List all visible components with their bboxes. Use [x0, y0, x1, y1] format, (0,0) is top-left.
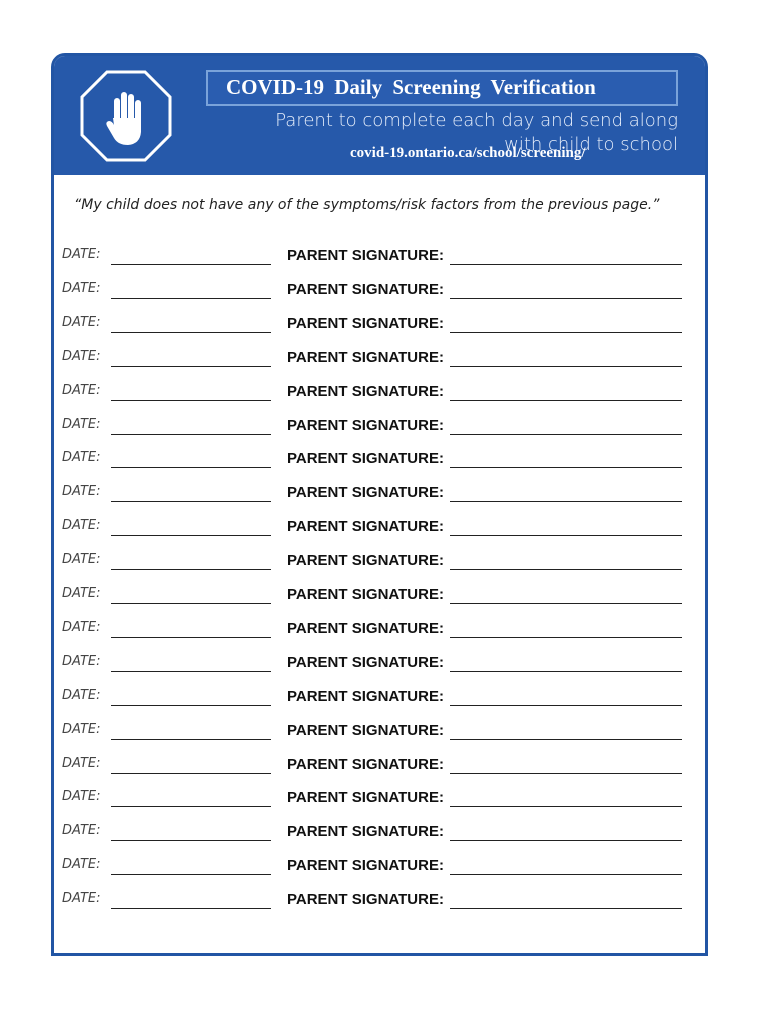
- signature-label: PARENT SIGNATURE:: [287, 823, 444, 841]
- signature-label: PARENT SIGNATURE:: [287, 450, 444, 468]
- signature-label: PARENT SIGNATURE:: [287, 653, 444, 671]
- form-row: [54, 449, 705, 483]
- date-field[interactable]: [111, 298, 271, 299]
- form-row: [54, 551, 705, 585]
- signature-field[interactable]: [450, 501, 682, 502]
- date-field[interactable]: [111, 739, 271, 740]
- signature-label: PARENT SIGNATURE:: [287, 619, 444, 637]
- form-row: [54, 483, 705, 517]
- date-label: DATE:: [62, 552, 101, 568]
- signature-label: PARENT SIGNATURE:: [287, 857, 444, 875]
- date-label: DATE:: [62, 653, 101, 669]
- date-label: DATE:: [62, 721, 101, 737]
- signature-label: PARENT SIGNATURE:: [287, 586, 444, 603]
- signature-field[interactable]: [450, 874, 682, 875]
- form-row: [54, 721, 705, 755]
- date-label: DATE:: [62, 484, 101, 500]
- signature-label: PARENT SIGNATURE:: [287, 789, 444, 807]
- signature-label: PARENT SIGNATURE:: [287, 484, 444, 502]
- date-label: DATE:: [62, 891, 101, 907]
- signature-field[interactable]: [450, 705, 682, 706]
- form-row: [54, 856, 705, 890]
- signature-field[interactable]: [450, 535, 682, 536]
- date-field[interactable]: [111, 332, 271, 333]
- signature-label: PARENT SIGNATURE:: [287, 382, 444, 400]
- signature-label: PARENT SIGNATURE:: [287, 755, 444, 773]
- date-field[interactable]: [111, 637, 271, 638]
- date-field[interactable]: [111, 569, 271, 570]
- date-field[interactable]: [111, 806, 271, 807]
- signature-label: PARENT SIGNATURE:: [287, 247, 444, 264]
- date-field[interactable]: [111, 908, 271, 909]
- form-row: [54, 314, 705, 348]
- form-row: [54, 348, 705, 382]
- date-label: DATE:: [62, 586, 101, 601]
- signature-field[interactable]: [450, 671, 682, 672]
- date-label: DATE:: [62, 348, 101, 364]
- signature-field[interactable]: [450, 332, 682, 333]
- date-field[interactable]: [111, 671, 271, 672]
- signature-label: PARENT SIGNATURE:: [287, 552, 444, 570]
- form-row: [54, 822, 705, 856]
- signature-field[interactable]: [450, 569, 682, 570]
- signature-label: PARENT SIGNATURE:: [287, 721, 444, 739]
- form-row: [54, 585, 705, 619]
- signature-field[interactable]: [450, 298, 682, 299]
- date-field[interactable]: [111, 535, 271, 536]
- screening-url[interactable]: covid-19.ontario.ca/school/screening/: [350, 145, 586, 161]
- date-label: DATE:: [62, 416, 101, 432]
- signature-label: PARENT SIGNATURE:: [287, 518, 444, 536]
- signature-field[interactable]: [450, 264, 682, 265]
- signature-label: PARENT SIGNATURE:: [287, 687, 444, 705]
- date-field[interactable]: [111, 603, 271, 604]
- date-label: DATE:: [62, 687, 101, 703]
- date-label: DATE:: [62, 755, 101, 771]
- form-row: [54, 788, 705, 822]
- signature-field[interactable]: [450, 840, 682, 841]
- date-label: DATE:: [62, 857, 101, 873]
- form-row: [54, 517, 705, 551]
- date-field[interactable]: [111, 773, 271, 774]
- screening-form-card: [51, 53, 708, 956]
- signature-field[interactable]: [450, 366, 682, 367]
- stop-hand-icon: [80, 70, 172, 162]
- date-field[interactable]: [111, 840, 271, 841]
- signature-field[interactable]: [450, 637, 682, 638]
- signature-label: PARENT SIGNATURE:: [287, 314, 444, 332]
- signature-label: PARENT SIGNATURE:: [287, 891, 444, 909]
- signature-field[interactable]: [450, 908, 682, 909]
- form-row: [54, 619, 705, 653]
- signature-label: PARENT SIGNATURE:: [287, 416, 444, 434]
- date-label: DATE:: [62, 280, 101, 296]
- signature-field[interactable]: [450, 603, 682, 604]
- date-label: DATE:: [62, 450, 101, 466]
- date-field[interactable]: [111, 501, 271, 502]
- signature-field[interactable]: [450, 467, 682, 468]
- signature-field[interactable]: [450, 739, 682, 740]
- signature-field[interactable]: [450, 434, 682, 435]
- form-row: [54, 653, 705, 687]
- date-label: DATE:: [62, 247, 101, 262]
- signature-field[interactable]: [450, 400, 682, 401]
- form-row: [54, 416, 705, 450]
- date-label: DATE:: [62, 382, 101, 398]
- date-field[interactable]: [111, 874, 271, 875]
- title-box: [206, 70, 678, 106]
- header-banner: [54, 56, 705, 175]
- form-row: [54, 382, 705, 416]
- date-field[interactable]: [111, 467, 271, 468]
- date-field[interactable]: [111, 366, 271, 367]
- date-field[interactable]: [111, 705, 271, 706]
- form-row: [54, 280, 705, 314]
- date-label: DATE:: [62, 789, 101, 805]
- date-field[interactable]: [111, 434, 271, 435]
- date-label: DATE:: [62, 619, 101, 635]
- signature-label: PARENT SIGNATURE:: [287, 280, 444, 298]
- signature-field[interactable]: [450, 773, 682, 774]
- signature-label: PARENT SIGNATURE:: [287, 348, 444, 366]
- page-title: COVID-19 Daily Screening Verification: [226, 75, 596, 99]
- date-label: DATE:: [62, 518, 101, 534]
- form-row: [54, 890, 705, 924]
- signature-field[interactable]: [450, 806, 682, 807]
- date-label: DATE:: [62, 823, 101, 839]
- date-field[interactable]: [111, 264, 271, 265]
- date-label: DATE:: [62, 314, 101, 330]
- form-row: [54, 687, 705, 721]
- form-row: [54, 755, 705, 789]
- subtitle: Parent to complete each day and send along with child to school: [275, 110, 678, 155]
- statement-text: “My child does not have any of the symptoms/risk factors from the previous page.”: [74, 197, 660, 213]
- date-field[interactable]: [111, 400, 271, 401]
- form-row: [54, 246, 705, 280]
